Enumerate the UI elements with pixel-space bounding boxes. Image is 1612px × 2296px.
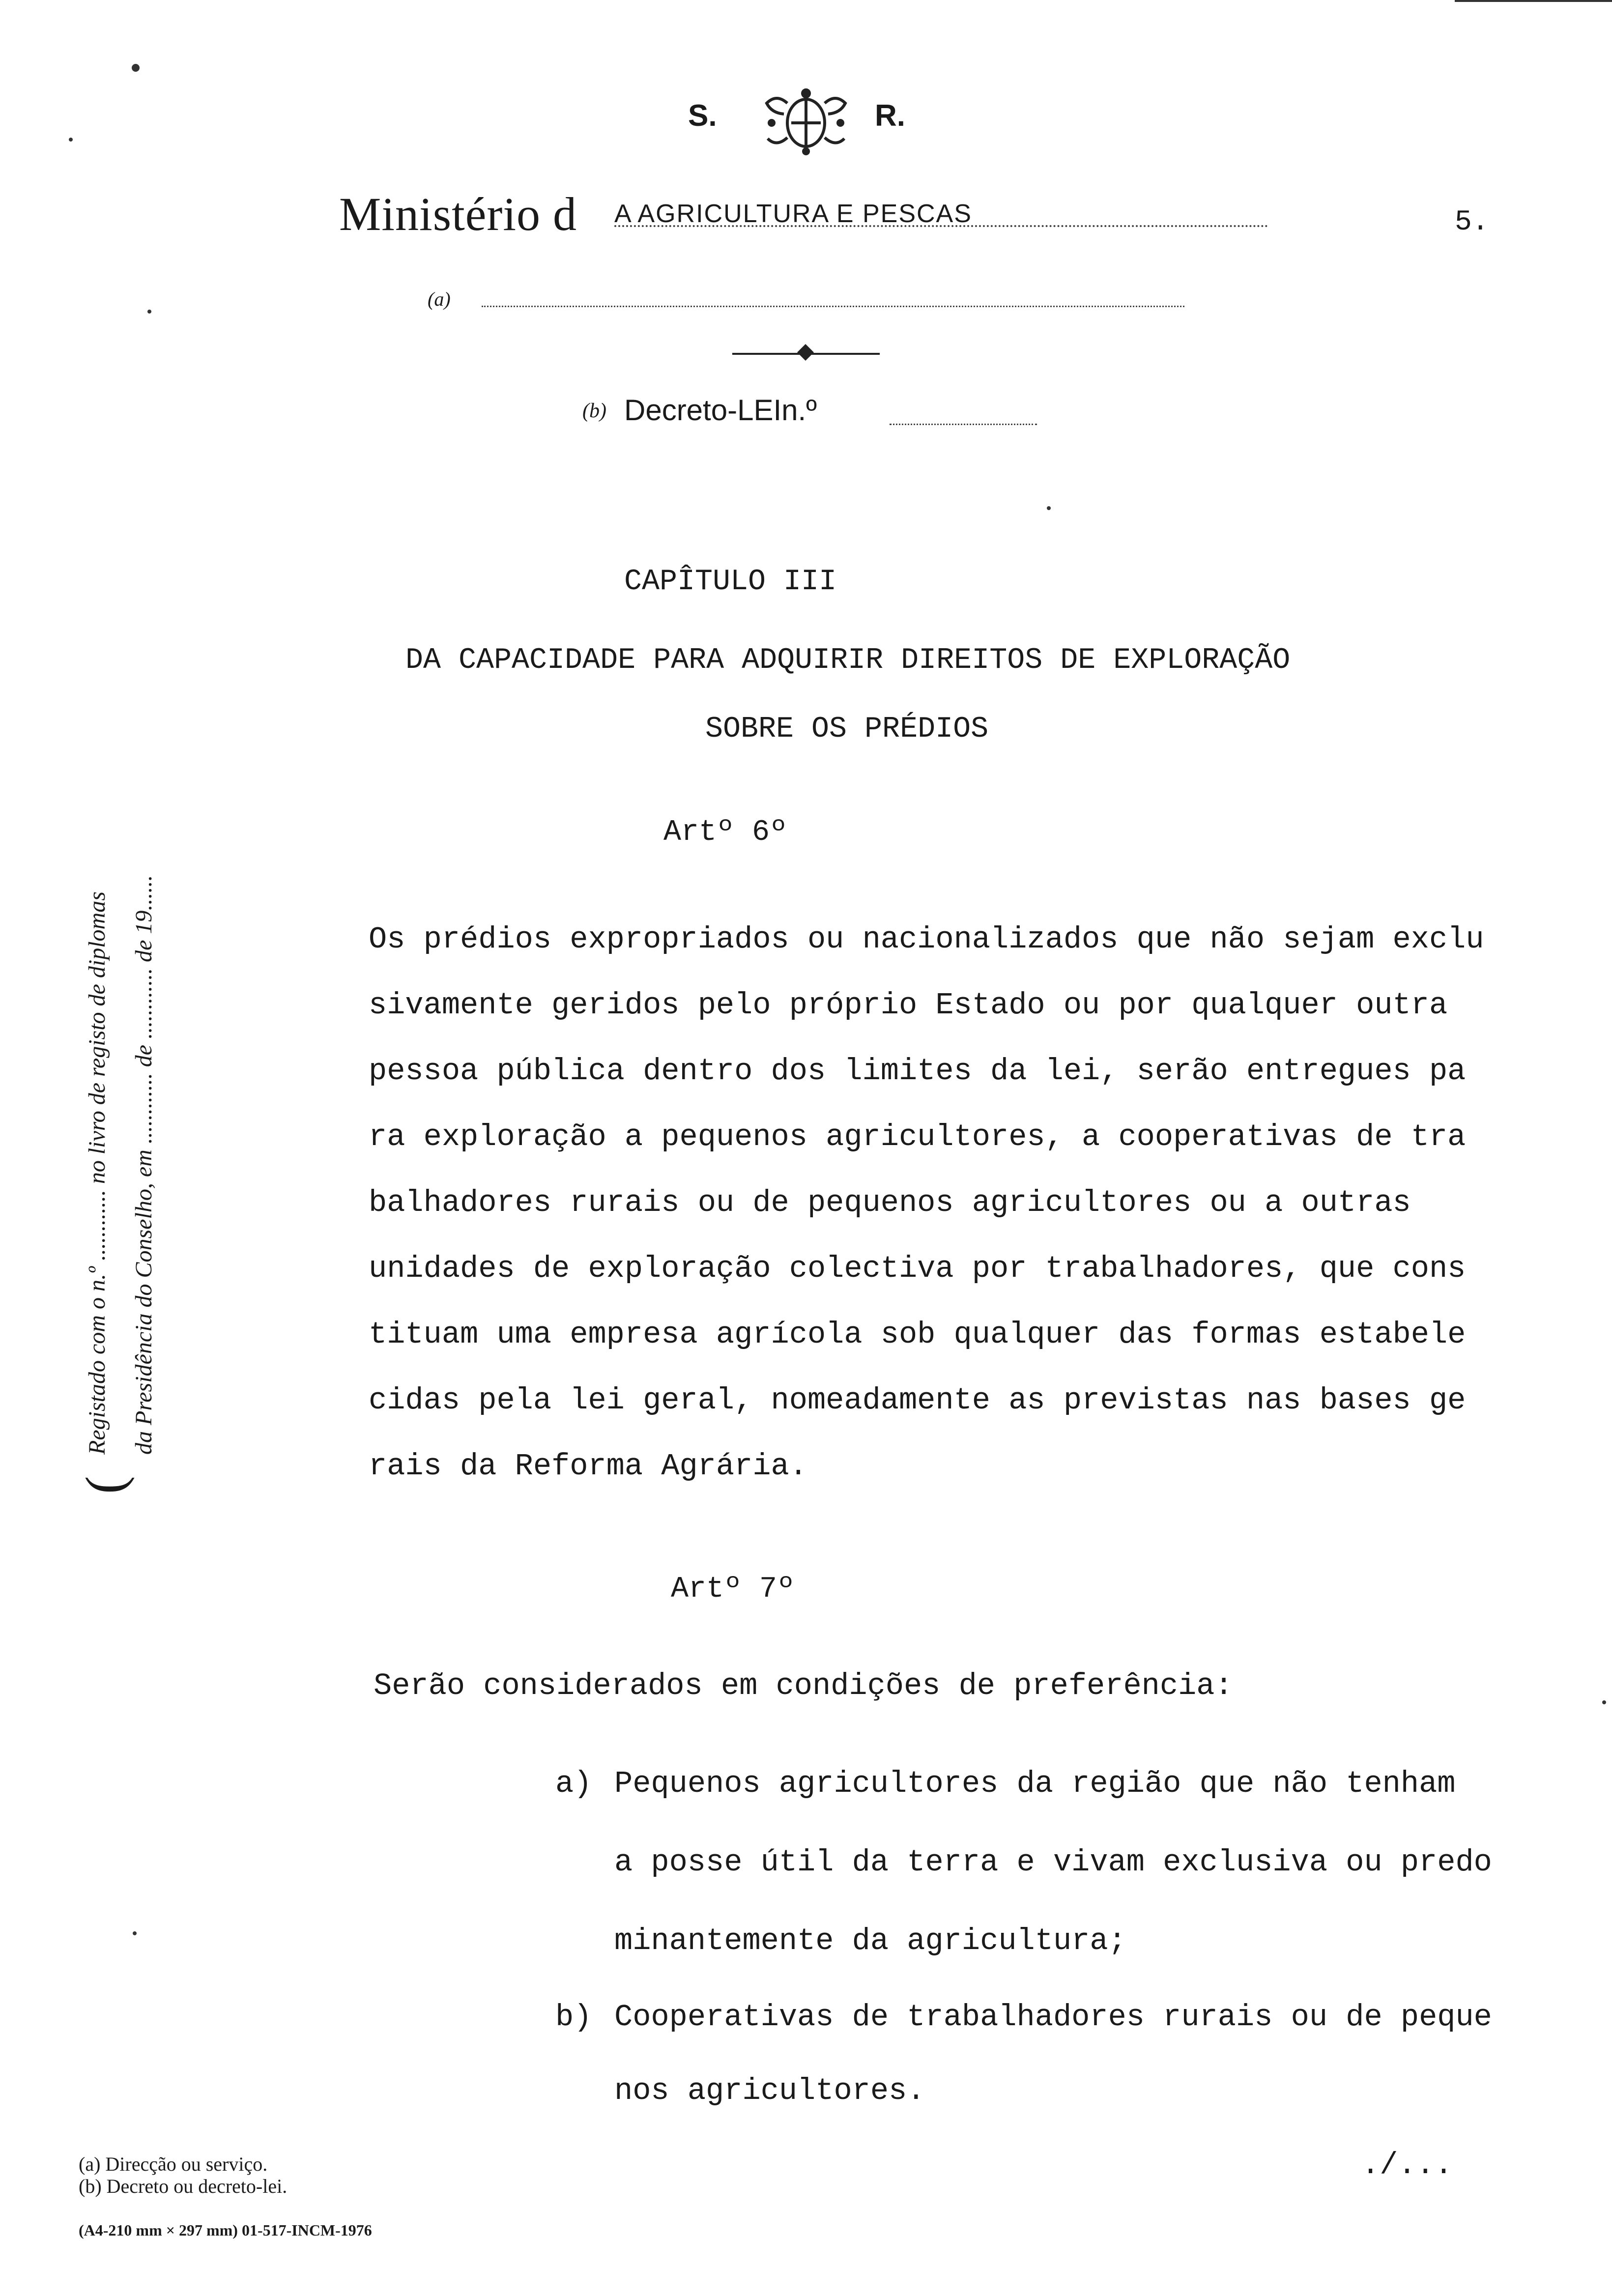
printer-mark: (A4-210 mm × 297 mm) 01-517-INCM-1976 (79, 2221, 372, 2239)
margin-note-line-2: da Presidência do Conselho, em ............ de ............ de 19...... (131, 875, 157, 1455)
ministry-label: Ministério d (339, 188, 577, 240)
list-item-mark: b) (555, 2000, 592, 2035)
scan-speck (133, 1931, 137, 1935)
top-edge-rule (1455, 0, 1612, 2)
decreto-marker: (b) (582, 400, 606, 422)
article-6-text: Os prédios expropriados ou nacionalizados que não sejam exclu sivamente geridos pelo próprio Estado ou por qualquer outra pessoa pública dentro dos limites da lei, serão entregues pa ra exploração a pequenos agricultores, a cooperativas de tra balhadores rurais ou de pequenos agricultores ou a outras unidades de exploração colectiva por trabalhadores, que cons tituam uma empresa agrícola sob qualquer das formas estabele cidas pela lei geral, nomeadamente as previstas nas bases ge rais da Reforma Agrária. (369, 922, 1484, 1484)
decreto-label: Decreto-LEIn.º (624, 394, 817, 427)
seal-right-letter: R. (875, 99, 905, 133)
article-6-heading: Artº 6º (663, 816, 788, 849)
chapter-title-line-1: DA CAPACIDADE PARA ADQUIRIR DIREITOS DE EXPLORAÇÃO (405, 644, 1291, 677)
field-a-dotted-line (482, 306, 1184, 307)
footnote-b: (b) Decreto ou decreto-lei. (79, 2175, 288, 2197)
article-7-heading: Artº 7º (671, 1573, 795, 1606)
scan-speck (132, 64, 140, 72)
margin-brace: ( (75, 1476, 135, 1494)
ministry-value: A AGRICULTURA E PESCAS (614, 200, 972, 228)
ministry-dotted-line (614, 225, 1268, 227)
page-number: 5. (1455, 206, 1489, 238)
scan-speck (1047, 506, 1051, 510)
continuation-mark: ./... (1361, 2148, 1453, 2182)
list-item-mark: a) (555, 1766, 592, 1801)
article-7-intro: Serão considerados em condições de preferência: (374, 1668, 1233, 1703)
list-item-text: Pequenos agricultores da região que não tenham a posse útil da terra e vivam exclusiva ou predo minantemente da agricultura; (614, 1766, 1492, 1958)
scan-speck (69, 138, 73, 142)
chapter-number: CAPÎTULO III (624, 565, 837, 599)
scan-speck (147, 310, 151, 314)
registration-margin-note (49, 550, 177, 1494)
seal-left-letter: S. (688, 99, 717, 133)
field-a-label: (a) (428, 288, 451, 310)
margin-note-line-1: Registado com o n.º ............ no livro de registo de diplomas (84, 891, 110, 1455)
coat-of-arms-emblem (757, 84, 855, 157)
footnote-a: (a) Direcção ou serviço. (79, 2153, 268, 2175)
decreto-dotted-line (890, 424, 1037, 425)
list-item-text: Cooperativas de trabalhadores rurais ou de peque nos agricultores. (614, 2000, 1492, 2108)
divider-diamond (797, 344, 814, 361)
chapter-title-line-2: SOBRE OS PRÉDIOS (705, 713, 989, 746)
scan-speck (1602, 1700, 1606, 1704)
